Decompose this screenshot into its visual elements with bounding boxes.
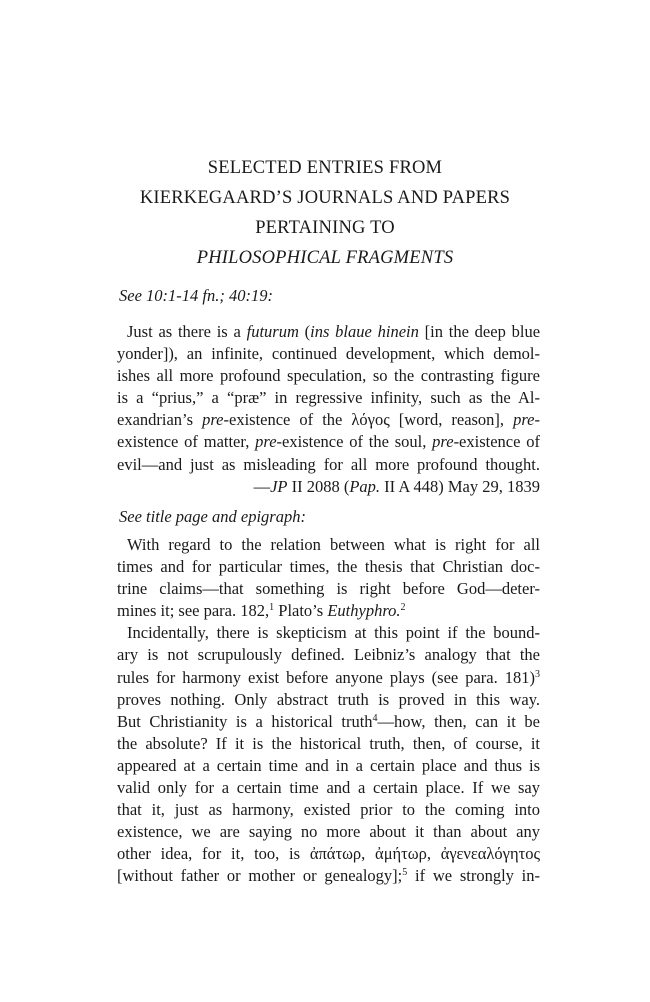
title-line-4: PHILOSOPHICAL FRAGMENTS [196,248,454,268]
text-line: Incidentally, there is skepticism at this point if the bound- [127,623,540,643]
text-line: rules for harmony exist before anyone plays (see para. 181)$^3$ [117,667,540,687]
entry-1-reference: See 10:1-14 fn.; 40:19: [119,286,273,305]
text-line: Just as there is a futurum (ins blaue hinein [in the deep blue [127,322,541,341]
text-line: proves nothing. Only abstract truth is proved in this way. [117,689,540,709]
title-line-2: KIERKEGAARD’S JOURNALS AND PAPERS [139,188,511,208]
text-line: times and for particular times, the thesis that Christian doc- [117,557,540,577]
text-line: With regard to the relation between what is right for all [127,535,540,554]
text-line: mines it; see para. 182,$^1$ Plato’s Euthyphro.$^2$ [117,601,406,621]
text-line: that it, just as harmony, existed prior to the coming into [117,800,540,820]
entry-2-reference: See title page and epigraph: [119,507,306,526]
text-line: But Christianity is a historical truth$^4$—how, then, can it be [117,711,540,731]
text-line: valid only for a certain time and a certain place. If we say [117,778,540,798]
title-line-3: PERTAINING TO [255,218,395,238]
text-line: ary is not scrupulously defined. Leibniz’s analogy that the [117,645,540,665]
text-line: ishes all more profound speculation, so the contrasting figure [117,366,540,386]
text-line: existence of matter, pre-existence of the soul, pre-existence of [117,432,540,452]
entry-1-body [117,321,540,498]
text-line: exandrian’s pre-existence of the λόγος [word, reason], pre- [117,410,540,430]
entry-1-citation: —JP II 2088 (Pap. II A 448) May 29, 1839 [253,476,540,496]
text-line: appeared at a certain time and in a certain place and thus is [117,755,540,775]
text-line: is a “prius,” a “præ” in regressive infinity, such as the Al- [117,388,540,408]
text-line: other idea, for it, too, is ἀπάτωρ, ἀμήτωρ, ἀγενεαλόγητος [117,844,540,864]
text-line: [without father or mother or genealogy];$^5$ if we strongly in- [117,866,541,886]
text-line: yonder]), an infinite, continued development, which demol- [117,344,540,364]
text-line: the absolute? If it is the historical truth, then, of course, it [117,733,540,753]
chapter-title [100,153,550,273]
title-line-1: SELECTED ENTRIES FROM [207,158,443,178]
text-line: evil—and just as misleading for all more profound thought. [117,454,540,474]
text-line: trine claims—that something is right before God—deter- [117,579,540,599]
text-line: existence, we are saying no more about it than about any [117,822,540,842]
entry-2-body [117,534,540,888]
